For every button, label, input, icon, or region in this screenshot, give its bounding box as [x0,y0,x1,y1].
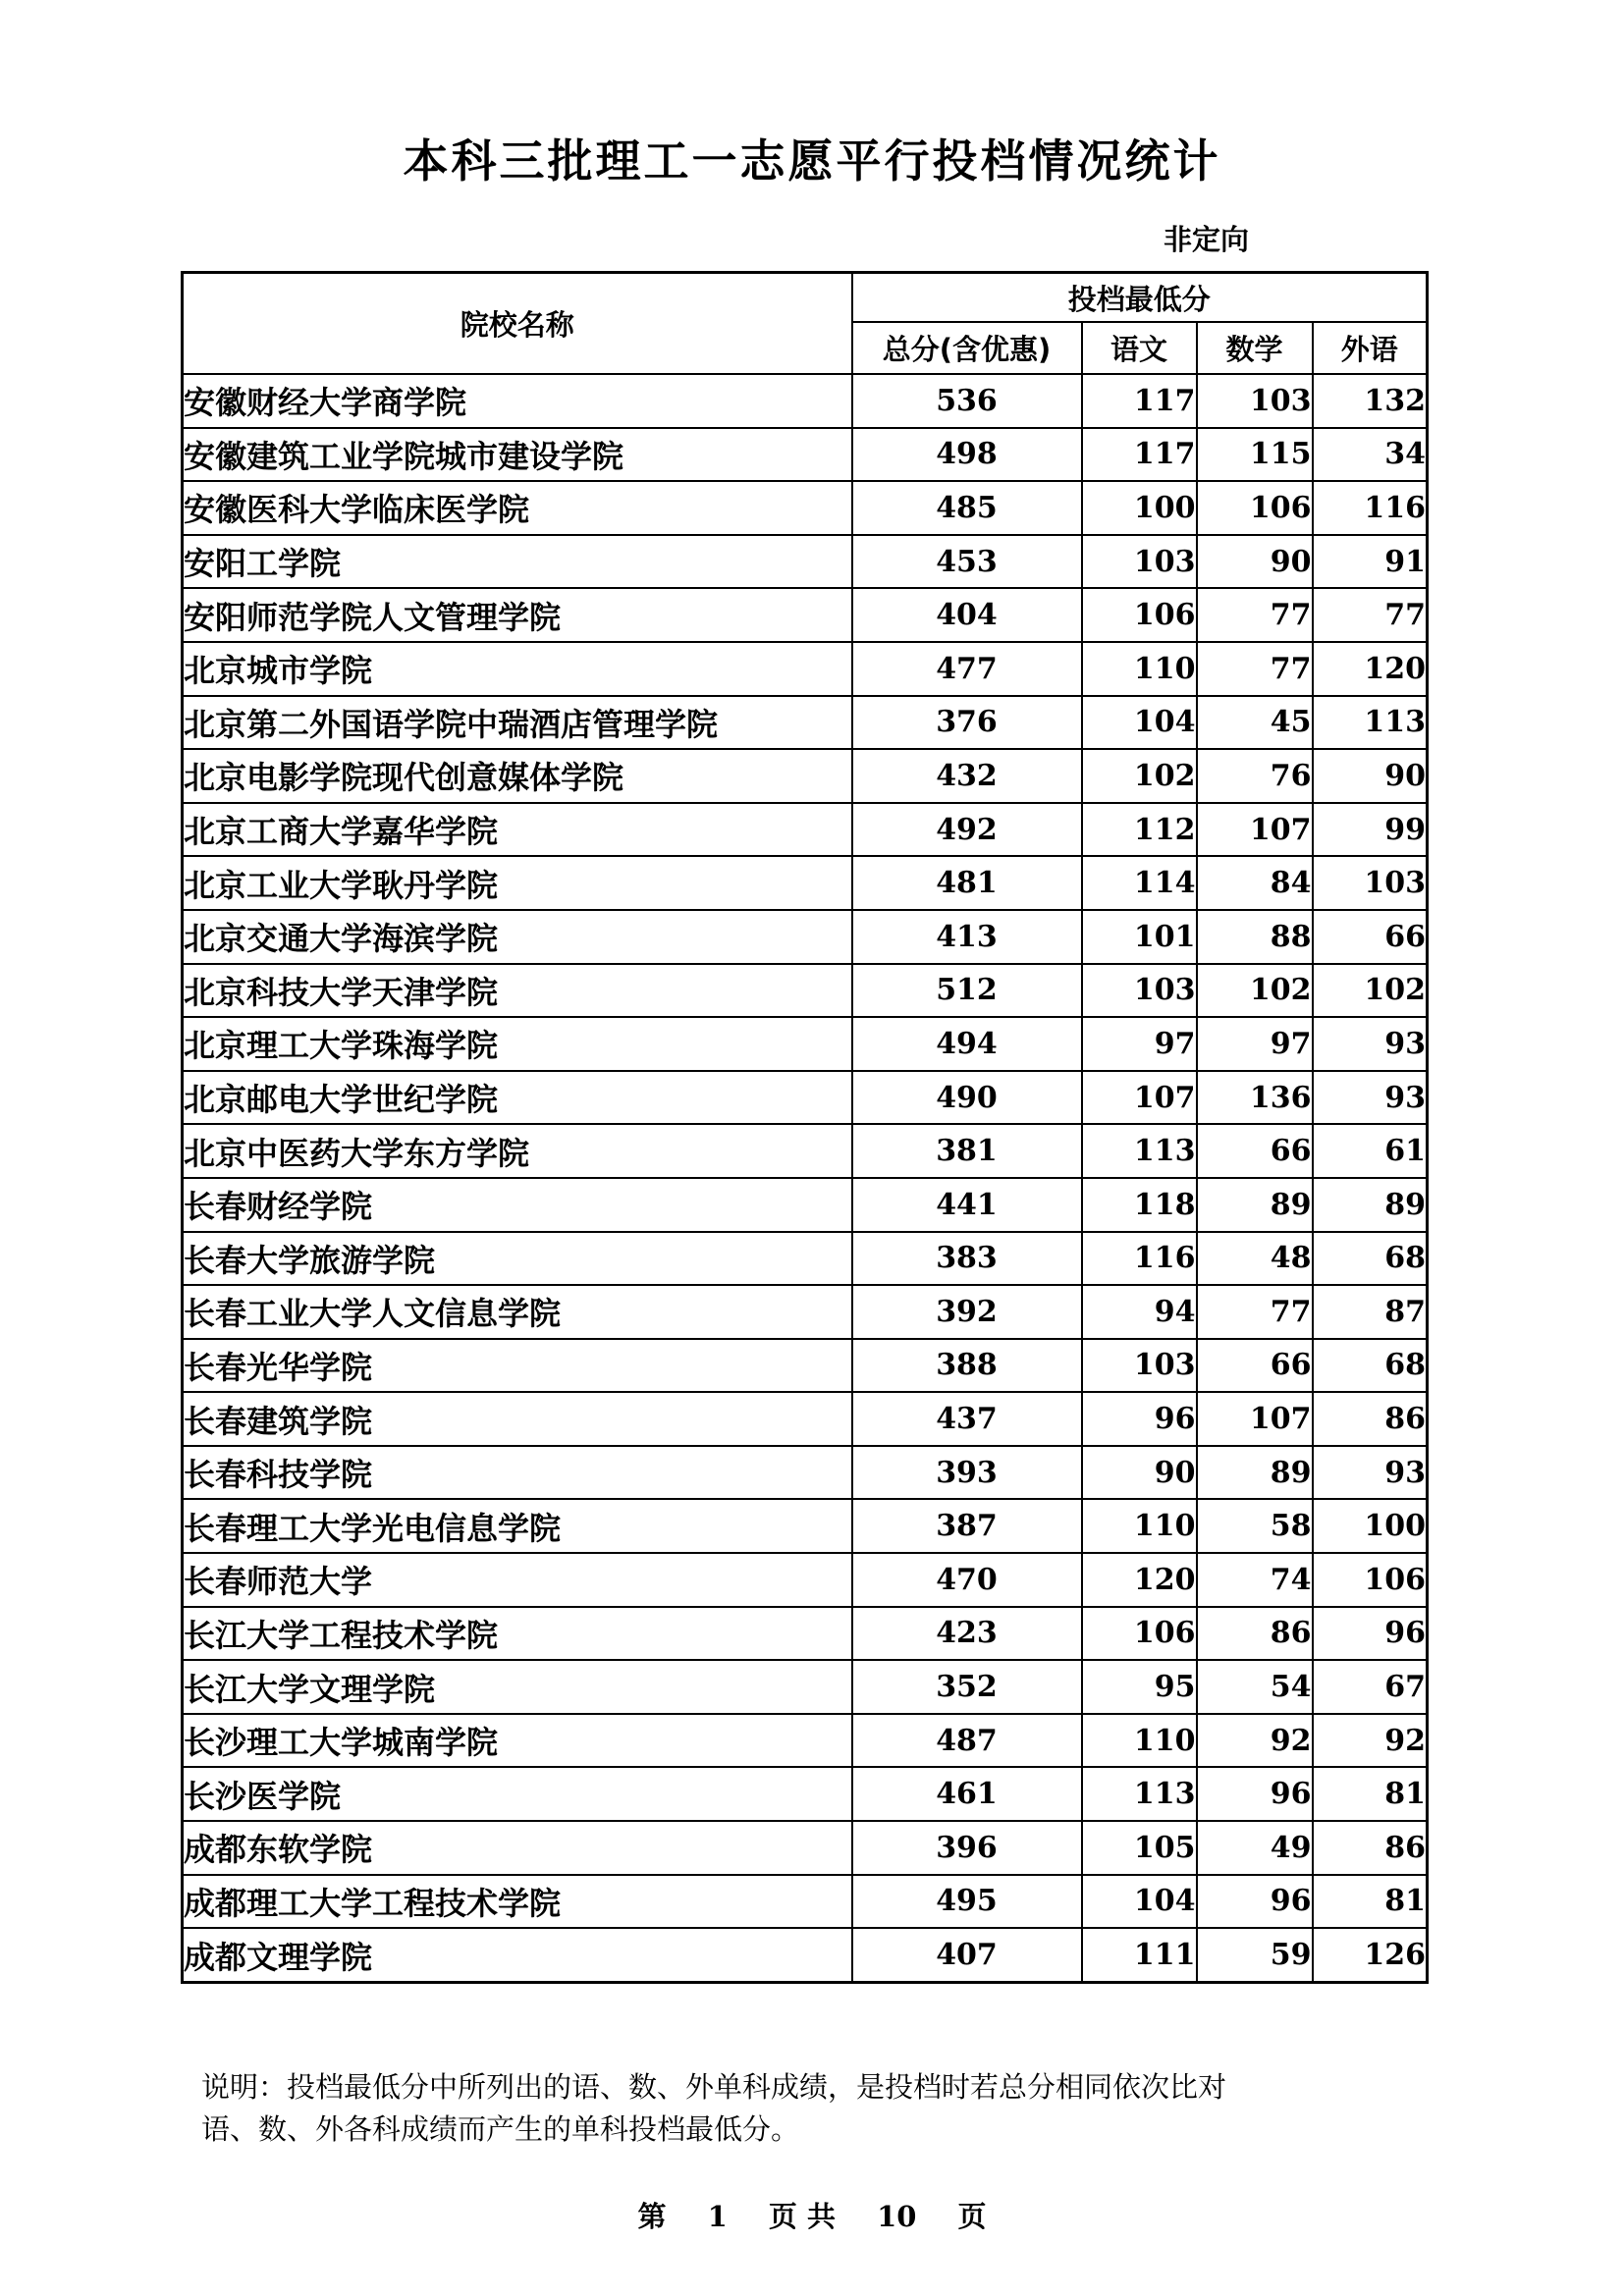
cell-math-score: 45 [1197,696,1313,750]
cell-foreign-score: 113 [1313,696,1428,750]
cell-math-score: 115 [1197,428,1313,482]
cell-chinese-score: 106 [1082,588,1197,642]
cell-chinese-score: 103 [1082,1339,1197,1393]
cell-math-score: 106 [1197,481,1313,535]
cell-school-name: 安徽财经大学商学院 [183,374,852,428]
cell-total-score: 383 [852,1232,1082,1286]
cell-foreign-score: 106 [1313,1553,1428,1607]
cell-chinese-score: 112 [1082,803,1197,857]
cell-total-score: 437 [852,1392,1082,1446]
cell-chinese-score: 101 [1082,910,1197,964]
cell-total-score: 453 [852,535,1082,589]
cell-math-score: 107 [1197,803,1313,857]
cell-math-score: 84 [1197,856,1313,910]
table-row [183,1124,1428,1178]
cell-total-score: 495 [852,1875,1082,1929]
table-row [183,696,1428,750]
table-row [183,1767,1428,1821]
cell-chinese-score: 120 [1082,1553,1197,1607]
cell-math-score: 77 [1197,1285,1313,1339]
cell-math-score: 90 [1197,535,1313,589]
cell-total-score: 498 [852,428,1082,482]
cell-total-score: 487 [852,1714,1082,1768]
cell-math-score: 76 [1197,749,1313,803]
cell-school-name: 安徽医科大学临床医学院 [183,481,852,535]
cell-foreign-score: 61 [1313,1124,1428,1178]
table-row [183,1017,1428,1071]
table-row [183,642,1428,696]
cell-total-score: 536 [852,374,1082,428]
table-row [183,374,1428,428]
table-row [183,1553,1428,1607]
cell-foreign-score: 99 [1313,803,1428,857]
cell-total-score: 387 [852,1499,1082,1553]
cell-chinese-score: 113 [1082,1767,1197,1821]
footer-prefix: 第 [637,2200,667,2233]
cell-math-score: 54 [1197,1660,1313,1714]
cell-school-name: 北京中医药大学东方学院 [183,1124,852,1178]
cell-total-score: 388 [852,1339,1082,1393]
cell-chinese-score: 96 [1082,1392,1197,1446]
header-total: 总分(含优惠) [852,322,1082,374]
table-row [183,1392,1428,1446]
table-row [183,803,1428,857]
cell-school-name: 长沙医学院 [183,1767,852,1821]
cell-total-score: 512 [852,964,1082,1018]
cell-math-score: 136 [1197,1071,1313,1125]
footer-suffix: 页 [957,2200,987,2233]
cell-foreign-score: 132 [1313,374,1428,428]
cell-school-name: 北京工业大学耿丹学院 [183,856,852,910]
cell-math-score: 77 [1197,642,1313,696]
cell-chinese-score: 102 [1082,749,1197,803]
table-row [183,1339,1428,1393]
header-math: 数学 [1197,322,1313,374]
table-row [183,1499,1428,1553]
cell-school-name: 长春财经学院 [183,1178,852,1232]
cell-chinese-score: 103 [1082,535,1197,589]
footer-middle: 页 共 [768,2200,836,2233]
cell-foreign-score: 92 [1313,1714,1428,1768]
cell-chinese-score: 111 [1082,1928,1197,1982]
table-row [183,588,1428,642]
cell-school-name: 长春理工大学光电信息学院 [183,1499,852,1553]
page-footer [0,2195,1624,2235]
cell-school-name: 安阳师范学院人文管理学院 [183,588,852,642]
subtitle: 非定向 [1164,223,1250,256]
cell-foreign-score: 126 [1313,1928,1428,1982]
cell-school-name: 成都文理学院 [183,1928,852,1982]
cell-foreign-score: 90 [1313,749,1428,803]
footer-page-number: 1 [707,2200,728,2233]
cell-foreign-score: 102 [1313,964,1428,1018]
cell-chinese-score: 114 [1082,856,1197,910]
cell-math-score: 96 [1197,1875,1313,1929]
cell-chinese-score: 104 [1082,696,1197,750]
explanatory-note [201,2066,1429,2151]
cell-chinese-score: 110 [1082,1714,1197,1768]
table-row [183,964,1428,1018]
table-row [183,1660,1428,1714]
cell-total-score: 352 [852,1660,1082,1714]
cell-math-score: 103 [1197,374,1313,428]
cell-chinese-score: 94 [1082,1285,1197,1339]
header-school-name: 院校名称 [183,273,852,375]
cell-school-name: 长江大学工程技术学院 [183,1607,852,1661]
cell-total-score: 413 [852,910,1082,964]
cell-school-name: 北京工商大学嘉华学院 [183,803,852,857]
cell-total-score: 490 [852,1071,1082,1125]
cell-chinese-score: 100 [1082,481,1197,535]
cell-foreign-score: 93 [1313,1446,1428,1500]
cell-total-score: 481 [852,856,1082,910]
cell-school-name: 北京电影学院现代创意媒体学院 [183,749,852,803]
table-row [183,1607,1428,1661]
cell-foreign-score: 86 [1313,1821,1428,1875]
cell-chinese-score: 103 [1082,964,1197,1018]
cell-school-name: 长春光华学院 [183,1339,852,1393]
cell-chinese-score: 90 [1082,1446,1197,1500]
cell-school-name: 长春科技学院 [183,1446,852,1500]
cell-total-score: 432 [852,749,1082,803]
cell-total-score: 492 [852,803,1082,857]
cell-foreign-score: 67 [1313,1660,1428,1714]
cell-foreign-score: 120 [1313,642,1428,696]
cell-chinese-score: 106 [1082,1607,1197,1661]
cell-school-name: 长春大学旅游学院 [183,1232,852,1286]
cell-foreign-score: 87 [1313,1285,1428,1339]
table-row [183,856,1428,910]
cell-total-score: 485 [852,481,1082,535]
cell-foreign-score: 68 [1313,1339,1428,1393]
cell-math-score: 74 [1197,1553,1313,1607]
table-row [183,1446,1428,1500]
cell-foreign-score: 93 [1313,1071,1428,1125]
cell-math-score: 58 [1197,1499,1313,1553]
table-row [183,1928,1428,1982]
page-title: 本科三批理工一志愿平行投档情况统计 [403,134,1221,187]
table-row [183,1821,1428,1875]
cell-school-name: 长春工业大学人文信息学院 [183,1285,852,1339]
footer-total-pages: 10 [877,2200,917,2233]
table-row [183,1071,1428,1125]
cell-math-score: 96 [1197,1767,1313,1821]
cell-school-name: 北京城市学院 [183,642,852,696]
note-line-1: 说明：投档最低分中所列出的语、数、外单科成绩，是投档时若总分相同依次比对 [201,2070,1227,2104]
cell-foreign-score: 86 [1313,1392,1428,1446]
cell-total-score: 494 [852,1017,1082,1071]
cell-total-score: 396 [852,1821,1082,1875]
score-table [181,271,1429,1984]
cell-foreign-score: 81 [1313,1767,1428,1821]
cell-math-score: 86 [1197,1607,1313,1661]
cell-chinese-score: 110 [1082,1499,1197,1553]
cell-total-score: 470 [852,1553,1082,1607]
table-row [183,749,1428,803]
cell-school-name: 北京第二外国语学院中瑞酒店管理学院 [183,696,852,750]
cell-school-name: 安阳工学院 [183,535,852,589]
cell-school-name: 安徽建筑工业学院城市建设学院 [183,428,852,482]
cell-chinese-score: 110 [1082,642,1197,696]
header-min-score-group: 投档最低分 [852,273,1428,323]
note-line-2: 语、数、外各科成绩而产生的单科投档最低分。 [201,2112,800,2146]
cell-chinese-score: 107 [1082,1071,1197,1125]
cell-total-score: 461 [852,1767,1082,1821]
cell-chinese-score: 117 [1082,374,1197,428]
cell-math-score: 89 [1197,1178,1313,1232]
cell-math-score: 97 [1197,1017,1313,1071]
cell-school-name: 北京理工大学珠海学院 [183,1017,852,1071]
cell-total-score: 376 [852,696,1082,750]
cell-math-score: 89 [1197,1446,1313,1500]
cell-chinese-score: 97 [1082,1017,1197,1071]
cell-math-score: 77 [1197,588,1313,642]
cell-math-score: 102 [1197,964,1313,1018]
table-row [183,535,1428,589]
cell-foreign-score: 91 [1313,535,1428,589]
table-row [183,1875,1428,1929]
cell-foreign-score: 89 [1313,1178,1428,1232]
cell-math-score: 66 [1197,1339,1313,1393]
cell-math-score: 49 [1197,1821,1313,1875]
cell-chinese-score: 105 [1082,1821,1197,1875]
cell-chinese-score: 95 [1082,1660,1197,1714]
cell-chinese-score: 117 [1082,428,1197,482]
header-chinese: 语文 [1082,322,1197,374]
cell-foreign-score: 66 [1313,910,1428,964]
cell-school-name: 长沙理工大学城南学院 [183,1714,852,1768]
cell-foreign-score: 103 [1313,856,1428,910]
cell-total-score: 441 [852,1178,1082,1232]
table-row [183,1714,1428,1768]
cell-school-name: 长春师范大学 [183,1553,852,1607]
cell-foreign-score: 93 [1313,1017,1428,1071]
cell-math-score: 88 [1197,910,1313,964]
cell-chinese-score: 113 [1082,1124,1197,1178]
table-row [183,481,1428,535]
cell-total-score: 423 [852,1607,1082,1661]
cell-foreign-score: 116 [1313,481,1428,535]
table-row [183,1232,1428,1286]
cell-chinese-score: 104 [1082,1875,1197,1929]
cell-math-score: 92 [1197,1714,1313,1768]
table-row [183,1178,1428,1232]
cell-foreign-score: 77 [1313,588,1428,642]
cell-chinese-score: 118 [1082,1178,1197,1232]
cell-total-score: 404 [852,588,1082,642]
cell-total-score: 477 [852,642,1082,696]
cell-school-name: 长江大学文理学院 [183,1660,852,1714]
cell-total-score: 393 [852,1446,1082,1500]
cell-school-name: 北京邮电大学世纪学院 [183,1071,852,1125]
cell-total-score: 392 [852,1285,1082,1339]
cell-total-score: 407 [852,1928,1082,1982]
cell-chinese-score: 116 [1082,1232,1197,1286]
cell-foreign-score: 34 [1313,428,1428,482]
cell-math-score: 66 [1197,1124,1313,1178]
cell-foreign-score: 100 [1313,1499,1428,1553]
header-foreign: 外语 [1313,322,1428,374]
cell-school-name: 北京交通大学海滨学院 [183,910,852,964]
table-row [183,1285,1428,1339]
cell-foreign-score: 68 [1313,1232,1428,1286]
cell-school-name: 长春建筑学院 [183,1392,852,1446]
cell-foreign-score: 96 [1313,1607,1428,1661]
table-body [183,374,1428,1982]
table-row [183,428,1428,482]
cell-school-name: 成都东软学院 [183,1821,852,1875]
cell-school-name: 成都理工大学工程技术学院 [183,1875,852,1929]
cell-school-name: 北京科技大学天津学院 [183,964,852,1018]
cell-foreign-score: 81 [1313,1875,1428,1929]
cell-total-score: 381 [852,1124,1082,1178]
cell-math-score: 107 [1197,1392,1313,1446]
table-row [183,910,1428,964]
cell-math-score: 48 [1197,1232,1313,1286]
cell-math-score: 59 [1197,1928,1313,1982]
